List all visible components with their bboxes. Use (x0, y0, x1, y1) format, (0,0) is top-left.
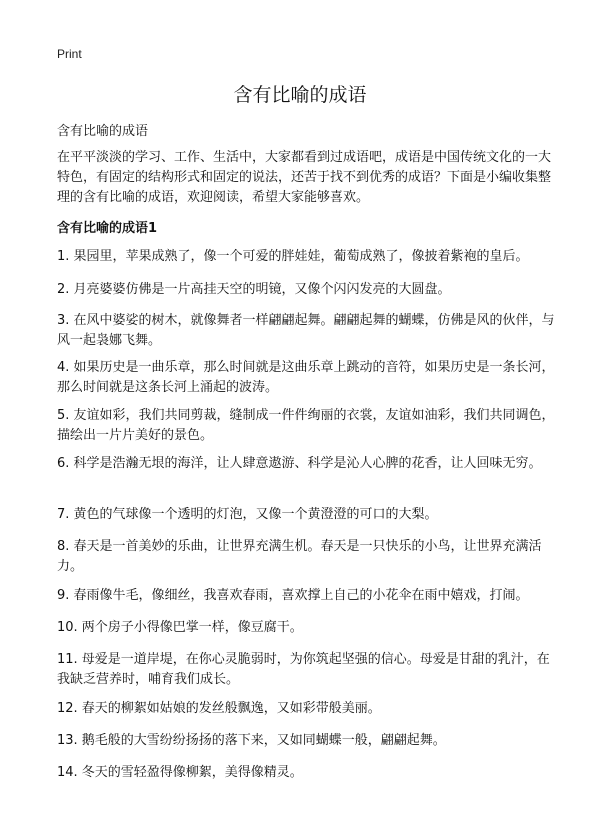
intro-paragraph: 在平平淡淡的学习、工作、生活中，大家都看到过成语吧，成语是中国传统文化的一大特色，有固定的结构形式和固定的说法，还苦于找不到优秀的成语？下面是小编收集整理的含有比喻的成语，欢迎阅读，希望大家能够喜欢。 (57, 150, 552, 205)
list-item: 7. 黄色的气球像一个透明的灯泡，又像一个黄澄澄的可口的大梨。 (57, 507, 438, 522)
list-item: 13. 鹅毛般的大雪纷纷扬扬的落下来，又如同蝴蝶一般，翩翩起舞。 (57, 733, 446, 748)
subtitle: 含有比喻的成语 (57, 124, 149, 139)
list-item: 2. 月亮婆婆仿佛是一片高挂天空的明镜，又像个闪闪发亮的大圆盘。 (57, 282, 451, 297)
section-heading: 含有比喻的成语1 (57, 221, 158, 236)
list-item: 9. 春雨像牛毛，像细丝，我喜欢春雨，喜欢撑上自己的小花伞在雨中嬉戏，打闹。 (57, 588, 529, 603)
list-item: 1. 果园里，苹果成熟了，像一个可爱的胖娃娃，葡萄成熟了，像披着紫袍的皇后。 (57, 249, 529, 264)
list-item: 10. 两个房子小得像巴掌一样，像豆腐干。 (57, 620, 303, 635)
list-item: 3. 在风中婆娑的树木，就像舞者一样翩翩起舞。翩翩起舞的蝴蝶，仿佛是风的伙伴，与风一起袅娜飞舞。 (57, 313, 555, 348)
list-item: 8. 春天是一首美妙的乐曲，让世界充满生机。春天是一只快乐的小鸟，让世界充满活力。 (57, 539, 542, 574)
list-item: 11. 母爱是一道岸堤，在你心灵脆弱时，为你筑起坚强的信心。母爱是甘甜的乳汁，在我缺乏营养时，哺育我们成长。 (57, 652, 550, 687)
list-item: 4. 如果历史是一曲乐章，那么时间就是这曲乐章上跳动的音符，如果历史是一条长河，那么时间就是这条长河上涌起的波涛。 (57, 360, 555, 395)
print-label: Print (57, 47, 82, 61)
list-item: 6. 科学是浩瀚无垠的海洋，让人肆意遨游、科学是沁人心脾的花香，让人回味无穷。 (57, 456, 542, 471)
list-item: 14. 冬天的雪轻盈得像柳絮，美得像精灵。 (57, 765, 303, 780)
list-item: 12. 春天的柳絮如姑娘的发丝般飘逸，又如彩带般美丽。 (57, 701, 381, 716)
page-title: 含有比喻的成语 (233, 84, 367, 106)
list-item: 5. 友谊如彩，我们共同剪裁，缝制成一件件绚丽的衣裳，友谊如油彩，我们共同调色，描绘出一片片美好的景色。 (57, 408, 555, 443)
